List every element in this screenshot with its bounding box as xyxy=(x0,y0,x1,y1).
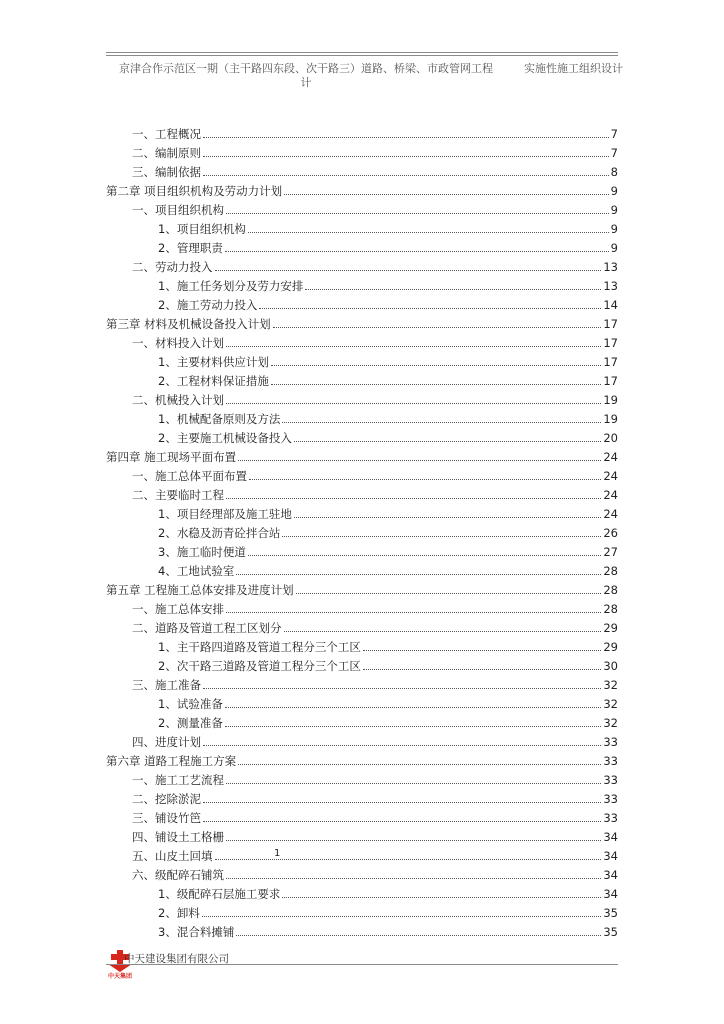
toc-entry-label: 三、铺设竹笆 xyxy=(132,811,201,825)
toc-leader-dots xyxy=(271,364,602,366)
toc-entry-page: 17 xyxy=(603,374,618,388)
toc-leader-dots xyxy=(203,687,601,689)
toc-entry[interactable] xyxy=(106,540,618,559)
toc-entry-label: 四、铺设土工格栅 xyxy=(132,830,224,844)
document-type: 实施性施工组织设计 xyxy=(524,62,623,75)
toc-entry-label: 1、施工任务划分及劳力安排 xyxy=(158,279,304,293)
toc-entry-page: 32 xyxy=(603,678,618,692)
toc-leader-dots xyxy=(226,497,601,499)
toc-entry[interactable] xyxy=(106,483,618,502)
toc-entry-label: 1、项目组织机构 xyxy=(158,222,246,236)
toc-entry-label: 二、主要临时工程 xyxy=(132,488,224,502)
toc-entry[interactable] xyxy=(106,445,618,464)
toc-entry[interactable] xyxy=(106,863,618,882)
toc-entry[interactable] xyxy=(106,597,618,616)
toc-entry-label: 1、机械配备原则及方法 xyxy=(158,412,281,426)
toc-leader-dots xyxy=(294,440,602,442)
toc-entry-page: 7 xyxy=(610,146,618,160)
page-number: 1 xyxy=(274,848,281,859)
toc-entry[interactable] xyxy=(106,825,618,844)
toc-entry-page: 17 xyxy=(603,336,618,350)
toc-leader-dots xyxy=(203,801,601,803)
toc-entry-page: 29 xyxy=(603,621,618,635)
toc-leader-dots xyxy=(203,136,609,138)
toc-entry-label: 二、道路及管道工程工区划分 xyxy=(132,621,282,635)
toc-entry[interactable] xyxy=(106,616,618,635)
toc-entry-label: 第六章 道路工程施工方案 xyxy=(106,754,237,768)
toc-entry-label: 一、材料投入计划 xyxy=(132,336,224,350)
toc-leader-dots xyxy=(282,535,601,537)
toc-entry-label: 2、卸料 xyxy=(158,906,200,920)
project-title-line2: 计 xyxy=(300,76,312,89)
toc-entry-page: 28 xyxy=(603,564,618,578)
toc-leader-dots xyxy=(225,250,609,252)
toc-entry-page: 24 xyxy=(603,507,618,521)
toc-entry-label: 第五章 工程施工总体安排及进度计划 xyxy=(106,583,294,597)
toc-entry-label: 一、施工总体安排 xyxy=(132,602,224,616)
toc-entry[interactable] xyxy=(106,578,618,597)
toc-leader-dots xyxy=(203,820,601,822)
toc-entry-page: 8 xyxy=(610,165,618,179)
toc-entry[interactable] xyxy=(106,426,618,445)
toc-entry-label: 六、级配碎石铺筑 xyxy=(132,868,224,882)
toc-leader-dots xyxy=(238,459,601,461)
toc-entry-page: 19 xyxy=(603,412,618,426)
header-rule-top xyxy=(106,52,618,53)
toc-entry-label: 第四章 施工现场平面布置 xyxy=(106,450,237,464)
toc-entry[interactable] xyxy=(106,711,618,730)
toc-entry-label: 第二章 项目组织机构及劳动力计划 xyxy=(106,184,283,198)
toc-entry-label: 2、工程材料保证措施 xyxy=(158,374,269,388)
toc-entry-label: 3、混合料摊铺 xyxy=(158,925,235,939)
toc-entry-page: 33 xyxy=(603,773,618,787)
toc-leader-dots xyxy=(203,174,609,176)
toc-entry-page: 34 xyxy=(603,849,618,863)
toc-entry-page: 9 xyxy=(610,184,618,198)
toc-leader-dots xyxy=(203,744,601,746)
toc-leader-dots xyxy=(271,383,602,385)
toc-entry-label: 1、项目经理部及施工驻地 xyxy=(158,507,292,521)
toc-entry-label: 1、级配碎石层施工要求 xyxy=(158,887,281,901)
toc-entry-page: 33 xyxy=(603,811,618,825)
toc-entry-page: 17 xyxy=(603,355,618,369)
toc-entry[interactable] xyxy=(106,730,618,749)
toc-entry-label: 2、水稳及沥青砼拌合站 xyxy=(158,526,281,540)
toc-entry-label: 1、主要材料供应计划 xyxy=(158,355,269,369)
toc-entry-page: 34 xyxy=(603,868,618,882)
toc-leader-dots xyxy=(226,402,601,404)
toc-entry[interactable] xyxy=(106,673,618,692)
toc-leader-dots xyxy=(226,877,601,879)
toc-entry[interactable] xyxy=(106,350,618,369)
toc-entry-page: 24 xyxy=(603,469,618,483)
toc-leader-dots xyxy=(238,763,601,765)
toc-entry-label: 三、施工准备 xyxy=(132,678,201,692)
toc-entry[interactable] xyxy=(106,388,618,407)
toc-leader-dots xyxy=(296,592,602,594)
toc-entry[interactable] xyxy=(106,407,618,426)
toc-entry[interactable] xyxy=(106,312,618,331)
toc-leader-dots xyxy=(363,649,602,651)
toc-entry[interactable] xyxy=(106,274,618,293)
toc-leader-dots xyxy=(215,269,602,271)
toc-entry-label: 五、山皮土回填 xyxy=(132,849,213,863)
toc-leader-dots xyxy=(225,725,602,727)
toc-leader-dots xyxy=(259,307,601,309)
toc-entry[interactable] xyxy=(106,635,618,654)
project-title-line1: 京津合作示范区一期（主干路四东段、次干路三）道路、桥梁、市政管网工程 xyxy=(119,62,493,75)
toc-entry[interactable] xyxy=(106,920,618,939)
toc-leader-dots xyxy=(226,782,601,784)
toc-entry-page: 34 xyxy=(603,887,618,901)
logo-text: 中天集团 xyxy=(107,973,133,980)
toc-entry[interactable] xyxy=(106,179,618,198)
toc-entry[interactable] xyxy=(106,122,618,141)
toc-entry[interactable] xyxy=(106,692,618,711)
toc-leader-dots xyxy=(363,668,602,670)
toc-entry[interactable] xyxy=(106,141,618,160)
toc-entry-label: 二、编制原则 xyxy=(132,146,201,160)
toc-entry[interactable] xyxy=(106,369,618,388)
toc-entry-label: 三、编制依据 xyxy=(132,165,201,179)
toc-entry[interactable] xyxy=(106,255,618,274)
toc-entry[interactable] xyxy=(106,844,618,863)
footer-rule xyxy=(106,964,618,965)
toc-entry-page: 17 xyxy=(603,317,618,331)
toc-leader-dots xyxy=(226,839,601,841)
toc-entry-label: 2、次干路三道路及管道工程分三个工区 xyxy=(158,659,361,673)
toc-entry-label: 四、进度计划 xyxy=(132,735,201,749)
toc-entry[interactable] xyxy=(106,198,618,217)
toc-entry[interactable] xyxy=(106,521,618,540)
toc-leader-dots xyxy=(282,896,601,898)
toc-entry-page: 7 xyxy=(610,127,618,141)
toc-entry[interactable] xyxy=(106,236,618,255)
toc-entry-label: 3、施工临时便道 xyxy=(158,545,246,559)
toc-leader-dots xyxy=(305,288,601,290)
toc-entry-page: 20 xyxy=(603,431,618,445)
toc-leader-dots xyxy=(273,326,602,328)
toc-entry[interactable] xyxy=(106,464,618,483)
toc-entry-page: 27 xyxy=(603,545,618,559)
toc-entry-label: 4、工地试验室 xyxy=(158,564,235,578)
toc-entry-page: 33 xyxy=(603,792,618,806)
toc-entry-label: 第三章 材料及机械设备投入计划 xyxy=(106,317,271,331)
toc-entry-page: 28 xyxy=(603,602,618,616)
toc-entry[interactable] xyxy=(106,559,618,578)
toc-entry-page: 32 xyxy=(603,697,618,711)
toc-entry-label: 二、机械投入计划 xyxy=(132,393,224,407)
toc-entry-page: 34 xyxy=(603,830,618,844)
project-title xyxy=(114,62,498,90)
toc-entry[interactable] xyxy=(106,806,618,825)
toc-entry[interactable] xyxy=(106,787,618,806)
toc-entry-label: 2、施工劳动力投入 xyxy=(158,298,258,312)
toc-entry-page: 19 xyxy=(603,393,618,407)
toc-entry-page: 35 xyxy=(603,925,618,939)
toc-entry-label: 二、挖除淤泥 xyxy=(132,792,201,806)
toc-entry[interactable] xyxy=(106,749,618,768)
toc-leader-dots xyxy=(248,231,609,233)
toc-leader-dots xyxy=(248,554,602,556)
toc-leader-dots xyxy=(294,516,602,518)
toc-leader-dots xyxy=(282,421,601,423)
header-rule-bottom xyxy=(106,55,618,56)
toc-entry[interactable] xyxy=(106,217,618,236)
toc-entry-label: 一、项目组织机构 xyxy=(132,203,224,217)
toc-entry-label: 2、测量准备 xyxy=(158,716,223,730)
toc-entry-page: 13 xyxy=(603,279,618,293)
toc-entry[interactable] xyxy=(106,160,618,179)
toc-entry-page: 24 xyxy=(603,450,618,464)
toc-leader-dots xyxy=(284,193,609,195)
table-of-contents xyxy=(106,122,618,939)
toc-entry-page: 26 xyxy=(603,526,618,540)
toc-entry-label: 一、施工工艺流程 xyxy=(132,773,224,787)
toc-entry-page: 9 xyxy=(610,203,618,217)
toc-leader-dots xyxy=(226,345,601,347)
toc-entry[interactable] xyxy=(106,882,618,901)
toc-entry[interactable] xyxy=(106,768,618,787)
toc-leader-dots xyxy=(215,858,602,860)
toc-entry-label: 2、管理职责 xyxy=(158,241,223,255)
toc-entry-label: 1、试验准备 xyxy=(158,697,223,711)
toc-entry[interactable] xyxy=(106,901,618,920)
toc-entry-label: 一、工程概况 xyxy=(132,127,201,141)
toc-entry-page: 9 xyxy=(610,222,618,236)
toc-leader-dots xyxy=(284,630,602,632)
toc-entry-label: 1、主干路四道路及管道工程分三个工区 xyxy=(158,640,361,654)
toc-leader-dots xyxy=(226,611,601,613)
toc-entry-label: 2、主要施工机械设备投入 xyxy=(158,431,292,445)
toc-entry-page: 24 xyxy=(603,488,618,502)
toc-entry[interactable] xyxy=(106,654,618,673)
toc-entry[interactable] xyxy=(106,502,618,521)
toc-entry-page: 33 xyxy=(603,754,618,768)
toc-entry-page: 30 xyxy=(603,659,618,673)
toc-leader-dots xyxy=(249,478,601,480)
toc-entry[interactable] xyxy=(106,331,618,350)
toc-entry-page: 14 xyxy=(603,298,618,312)
toc-entry-page: 29 xyxy=(603,640,618,654)
toc-entry-page: 32 xyxy=(603,716,618,730)
toc-entry-page: 9 xyxy=(610,241,618,255)
toc-entry-page: 33 xyxy=(603,735,618,749)
toc-entry-page: 35 xyxy=(603,906,618,920)
toc-leader-dots xyxy=(236,934,601,936)
toc-entry-label: 一、施工总体平面布置 xyxy=(132,469,247,483)
toc-leader-dots xyxy=(203,155,609,157)
toc-leader-dots xyxy=(225,706,602,708)
toc-entry[interactable] xyxy=(106,293,618,312)
toc-leader-dots xyxy=(202,915,602,917)
footer-company: 中天建设集团有限公司 xyxy=(124,953,229,965)
toc-entry-label: 二、劳动力投入 xyxy=(132,260,213,274)
toc-leader-dots xyxy=(236,573,601,575)
toc-entry-page: 28 xyxy=(603,583,618,597)
toc-entry-page: 13 xyxy=(603,260,618,274)
toc-leader-dots xyxy=(226,212,609,214)
